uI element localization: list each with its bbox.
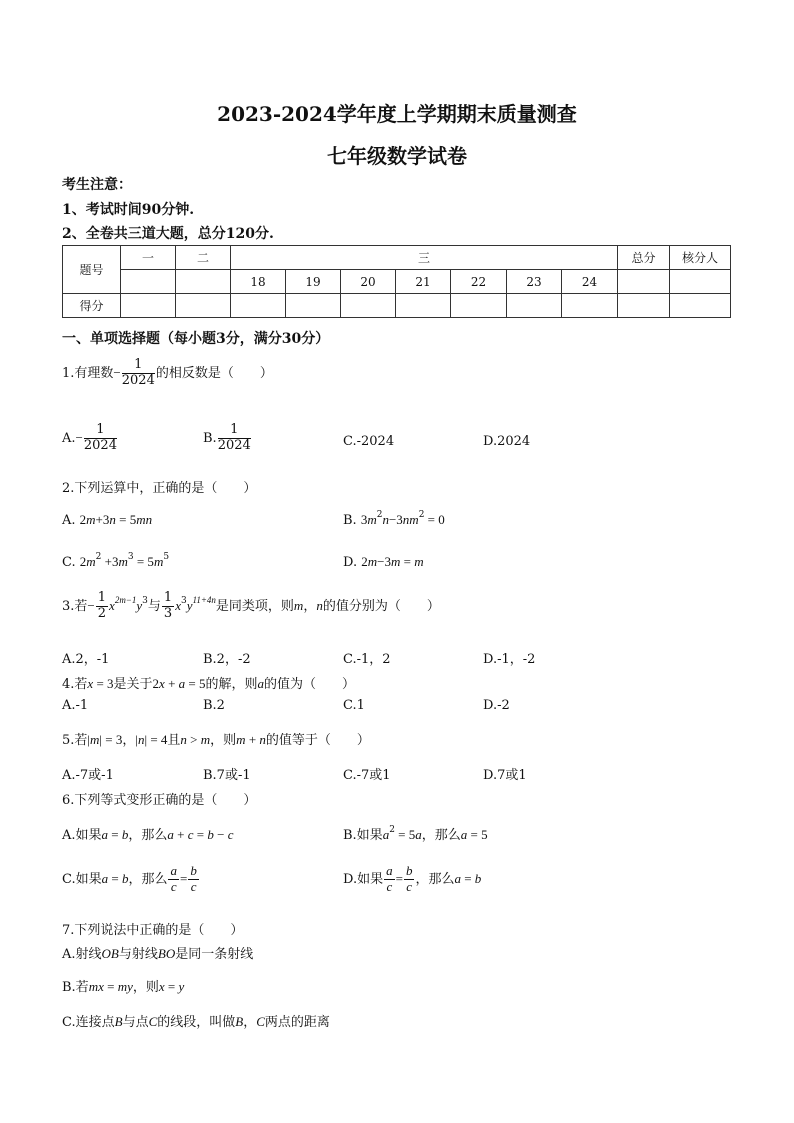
- q5-option-d: D.7或1: [483, 768, 527, 783]
- question-7: 7.下列说法中正确的是（ ）: [62, 923, 244, 938]
- sub-question-22: 22: [451, 270, 507, 294]
- table-cell: [507, 294, 562, 318]
- q5-option-b: B.7或-1: [203, 768, 251, 783]
- q6-option-a: A.如果a = b，那么a + c = b − c: [62, 827, 234, 843]
- q2-option-a: A. 2m+3n = 5mn: [62, 512, 153, 528]
- exam-title: 2023-2024学年度上学期期末质量测查: [217, 102, 577, 126]
- table-cell: [176, 270, 231, 294]
- q4-option-a: A.-1: [62, 698, 89, 713]
- sub-question-21: 21: [396, 270, 451, 294]
- sub-question-24: 24: [562, 270, 618, 294]
- table-cell: [670, 294, 731, 318]
- table-cell: [562, 294, 618, 318]
- exam-subtitle: 七年级数学试卷: [327, 144, 467, 168]
- q3-option-a: A.2，-1: [62, 652, 110, 667]
- q6-option-b: B.如果$a^2 = 5a$，那么a = 5: [343, 825, 488, 843]
- table-cell: [176, 294, 231, 318]
- question-5: 5.若|m| = 3，|n| = 4且n > m，则m + n的值等于（ ）: [62, 732, 370, 748]
- col-part-2: 二: [176, 246, 231, 270]
- q3-option-c: C.-1，2: [343, 652, 391, 667]
- score-table: [62, 245, 731, 318]
- q1-option-a: A.− $\frac{1}{2024}$: [62, 422, 117, 453]
- question-6: 6.下列等式变形正确的是（ ）: [62, 793, 257, 808]
- q4-option-d: D.-2: [483, 698, 510, 713]
- q4-option-b: B.2: [203, 698, 225, 713]
- sub-question-20: 20: [341, 270, 396, 294]
- table-cell: [618, 270, 670, 294]
- col-checker: 核分人: [670, 246, 731, 270]
- q2-option-c: C. $2m^2 +3m^3 = 5m^5$: [62, 552, 170, 570]
- row-label-score: 得分: [63, 294, 121, 318]
- table-cell: [121, 270, 176, 294]
- q1-option-b: B. $\frac{1}{2024}$: [203, 422, 251, 453]
- q6-option-c: C.如果a = b，那么 $\frac{a}{c}$ = $\frac{b}{c}$: [62, 863, 197, 894]
- table-cell: [231, 294, 286, 318]
- q3-option-d: D.-1，-2: [483, 652, 536, 667]
- section-heading: 一、单项选择题（每小题3分，满分30分）: [62, 331, 330, 347]
- question-1: 1.有理数− $\frac{1}{2024}$ 的相反数是（ ）: [62, 357, 273, 388]
- note-item-2: 2、全卷共三道大题，总分120分.: [62, 226, 274, 242]
- table-cell: [396, 294, 451, 318]
- q4-option-c: C.1: [343, 698, 365, 713]
- table-cell: [451, 294, 507, 318]
- sub-question-18: 18: [231, 270, 286, 294]
- question-2: 2.下列运算中，正确的是（ ）: [62, 481, 257, 496]
- q2-option-d: D. 2m−3m = m: [343, 554, 424, 570]
- q5-option-a: A.-7或-1: [62, 768, 114, 783]
- question-3: 3.若− $\frac{1}{2}$ $x^{2m-1}y^3$与 $\frac{1}{3}$ $x^3y^{11+4n}$是同类项，则m，n的值分别为（ ）: [62, 590, 440, 621]
- table-cell: [121, 294, 176, 318]
- note-item-1: 1、考试时间90分钟.: [62, 202, 195, 218]
- col-part-1: 一: [121, 246, 176, 270]
- q1-option-c: C.-2024: [343, 434, 395, 449]
- q2-option-b: B. $3m^2n-3nm^2 = 0$: [343, 510, 445, 528]
- q5-option-c: C.-7或1: [343, 768, 391, 783]
- q3-option-b: B.2，-2: [203, 652, 251, 667]
- question-4: 4.若x = 3是关于2x + a = 5的解，则a的值为（ ）: [62, 676, 356, 692]
- q6-option-d: D.如果 $\frac{a}{c}$ = $\frac{b}{c}$ ，那么a = b: [343, 863, 482, 894]
- q1-suffix: 的相反数是（ ）: [155, 365, 273, 381]
- col-part-3: 三: [231, 246, 618, 270]
- table-cell: [670, 270, 731, 294]
- col-total: 总分: [618, 246, 670, 270]
- q7-option-a: A.射线OB与射线BO是同一条射线: [62, 946, 254, 962]
- q7-option-b: B.若mx = my，则x = y: [62, 979, 185, 995]
- sub-question-23: 23: [507, 270, 562, 294]
- table-cell: [341, 294, 396, 318]
- q1-prefix: 1.有理数: [62, 365, 114, 381]
- table-cell: [286, 294, 341, 318]
- q7-option-c: C.连接点B与点C的线段，叫做B，C两点的距离: [62, 1014, 330, 1030]
- notes-heading: 考生注意：: [62, 177, 132, 193]
- sub-question-19: 19: [286, 270, 341, 294]
- q1-fraction: $\frac{1}{2024}$: [121, 357, 155, 388]
- row-label-question: 题号: [63, 246, 121, 294]
- q1-option-d: D.2024: [483, 434, 531, 449]
- table-cell: [618, 294, 670, 318]
